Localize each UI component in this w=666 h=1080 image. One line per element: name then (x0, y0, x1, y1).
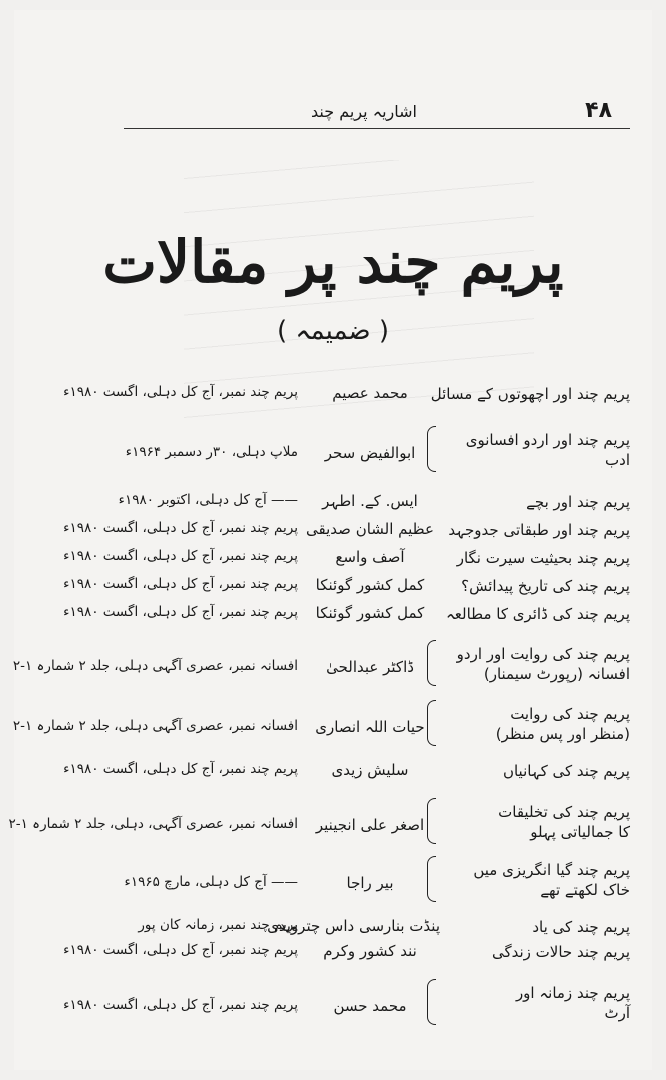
entry-source: پریم چند نمبر، آج کل دہلی، اگست ۱۹۸۰ء (63, 520, 298, 536)
article-title-line: پریم چند زمانہ اور (515, 984, 630, 1002)
article-title-line: پریم چند اور بچے (526, 493, 630, 511)
entry-source: —— آج کل دہلی، مارچ ۱۹۶۵ء (124, 874, 298, 890)
entry-article-title (440, 704, 630, 744)
article-title-line: افسانہ (رپورٹ سیمنار) (483, 665, 630, 683)
article-title-line: پریم چند کی تاریخ پیدائش؟ (461, 577, 630, 595)
entry-article-title (440, 983, 630, 1023)
bibliography-entry (54, 576, 652, 606)
entry-author: حیات اللہ انصاری (315, 718, 425, 736)
article-title-line: پریم چند حالات زندگی (491, 943, 630, 961)
article-title-line: خاک لکھتے تھے (540, 881, 630, 899)
bibliography-entry (54, 548, 652, 578)
entry-author: کمل کشور گوئنکا (315, 576, 425, 594)
entry-author: آصف واسع (335, 548, 405, 566)
entry-author: ابوالفیض سحر (324, 444, 416, 462)
entry-source: پریم چند نمبر، زمانہ کان پور (138, 917, 298, 933)
entry-article-title (440, 860, 630, 900)
article-title-line: پریم چند اور طبقاتی جدوجہد (448, 521, 630, 539)
article-title-line: پریم چند اور اردو افسانوی (465, 431, 630, 449)
entry-source: پریم چند نمبر، آج کل دہلی، اگست ۱۹۸۰ء (63, 604, 298, 620)
entry-article-title (440, 548, 630, 568)
entry-source: افسانہ نمبر، عصری آگہی دہلی، جلد ۲ شمارہ ۱-۲ (12, 718, 298, 734)
entry-author: سلیش زیدی (331, 761, 409, 779)
page-subtitle: ( ضمیمہ ) (276, 316, 390, 346)
entry-author: عظیم الشان صدیقی (306, 520, 434, 538)
entry-author: پنڈت بنارسی داس چترویدی (267, 917, 440, 935)
bibliography-entry (12, 645, 652, 684)
entry-article-title (430, 384, 630, 404)
entry-source: پریم چند نمبر، آج کل دہلی، اگست ۱۹۸۰ء (63, 942, 298, 958)
bibliography-entry (54, 984, 652, 1023)
article-title-line: پریم چند کی روایت اور اردو (456, 645, 630, 663)
article-title-line: ادب (605, 451, 630, 469)
page-title: پریم چند پر مقالات (102, 228, 564, 296)
entry-author: ایس. کے. اطہر (322, 492, 418, 510)
article-title-line: پریم چند بحیثیت سیرت نگار (456, 549, 630, 567)
article-title-line: (منظر اور پس منظر) (495, 725, 630, 743)
entry-author: اصغر علی انجینیر (315, 816, 425, 834)
entry-author: محمد عصیم (332, 384, 408, 402)
bibliography-entry (12, 705, 652, 744)
bibliography-entry (8, 803, 652, 842)
bibliography-entry (54, 604, 652, 634)
entry-article-title (440, 576, 630, 596)
bibliography-entry (54, 761, 652, 791)
entry-article-title (440, 917, 630, 937)
entry-article-title (440, 492, 630, 512)
entry-article-title (440, 644, 630, 684)
entry-source: پریم چند نمبر، آج کل دہلی، اگست ۱۹۸۰ء (63, 761, 298, 777)
article-title-line: پریم چند کی تخلیقات (498, 803, 630, 821)
running-title: اشاریہ پریم چند (311, 102, 417, 121)
bibliography-entry (54, 861, 652, 900)
entry-article-title (440, 942, 630, 962)
entry-article-title (440, 761, 630, 781)
bibliography-entry (54, 942, 652, 972)
entry-article-title (440, 430, 630, 470)
entry-author: نند کشور وکرم (323, 942, 417, 960)
article-title-line: پریم چند کی یاد (532, 918, 630, 936)
article-title-line: پریم چند کی روایت (510, 705, 630, 723)
article-title-line: کا جمالیاتی پہلو (530, 823, 630, 841)
entry-source: پریم چند نمبر، آج کل دہلی، اگست ۱۹۸۰ء (63, 997, 298, 1013)
entry-source: افسانہ نمبر، عصری آگہی دہلی، جلد ۲ شمارہ ۱-۲ (12, 658, 298, 674)
bibliography-entry (54, 431, 652, 470)
entry-author: بیر راجا (346, 874, 394, 892)
article-title-line: پریم چند کی ڈائری کا مطالعہ (445, 605, 630, 623)
entry-article-title (440, 802, 630, 842)
entry-article-title (440, 520, 630, 540)
article-title-line: پریم چند گیا انگریزی میں (473, 861, 630, 879)
entry-source: پریم چند نمبر، آج کل دہلی، اگست ۱۹۸۰ء (63, 576, 298, 592)
entry-source: ملاپ دہلی، ۳۰ر دسمبر ۱۹۶۴ء (125, 444, 298, 460)
entry-author: محمد حسن (333, 997, 407, 1015)
bibliography-entry (54, 384, 652, 414)
article-title-line: پریم چند اور اچھوتوں کے مسائل (430, 385, 630, 403)
entry-author: کمل کشور گوئنکا (315, 604, 425, 622)
bibliography-entry (54, 492, 652, 522)
entry-source: افسانہ نمبر، عصری آگہی، دہلی، جلد ۲ شمارہ ۱-۲ (8, 816, 298, 832)
entry-article-title (440, 604, 630, 624)
entry-source: —— آج کل دہلی، اکتوبر ۱۹۸۰ء (118, 492, 298, 508)
bibliography-entry (54, 520, 652, 550)
entry-author: ڈاکٹر عبدالحیٰ (326, 658, 414, 676)
entry-source: پریم چند نمبر، آج کل دہلی، اگست ۱۹۸۰ء (63, 548, 298, 564)
article-title-line: پریم چند کی کہانیاں (502, 762, 630, 780)
entry-source: پریم چند نمبر، آج کل دہلی، اگست ۱۹۸۰ء (63, 384, 298, 400)
article-title-line: آرٹ (604, 1004, 630, 1022)
page-number: ۴۸ (585, 98, 612, 123)
